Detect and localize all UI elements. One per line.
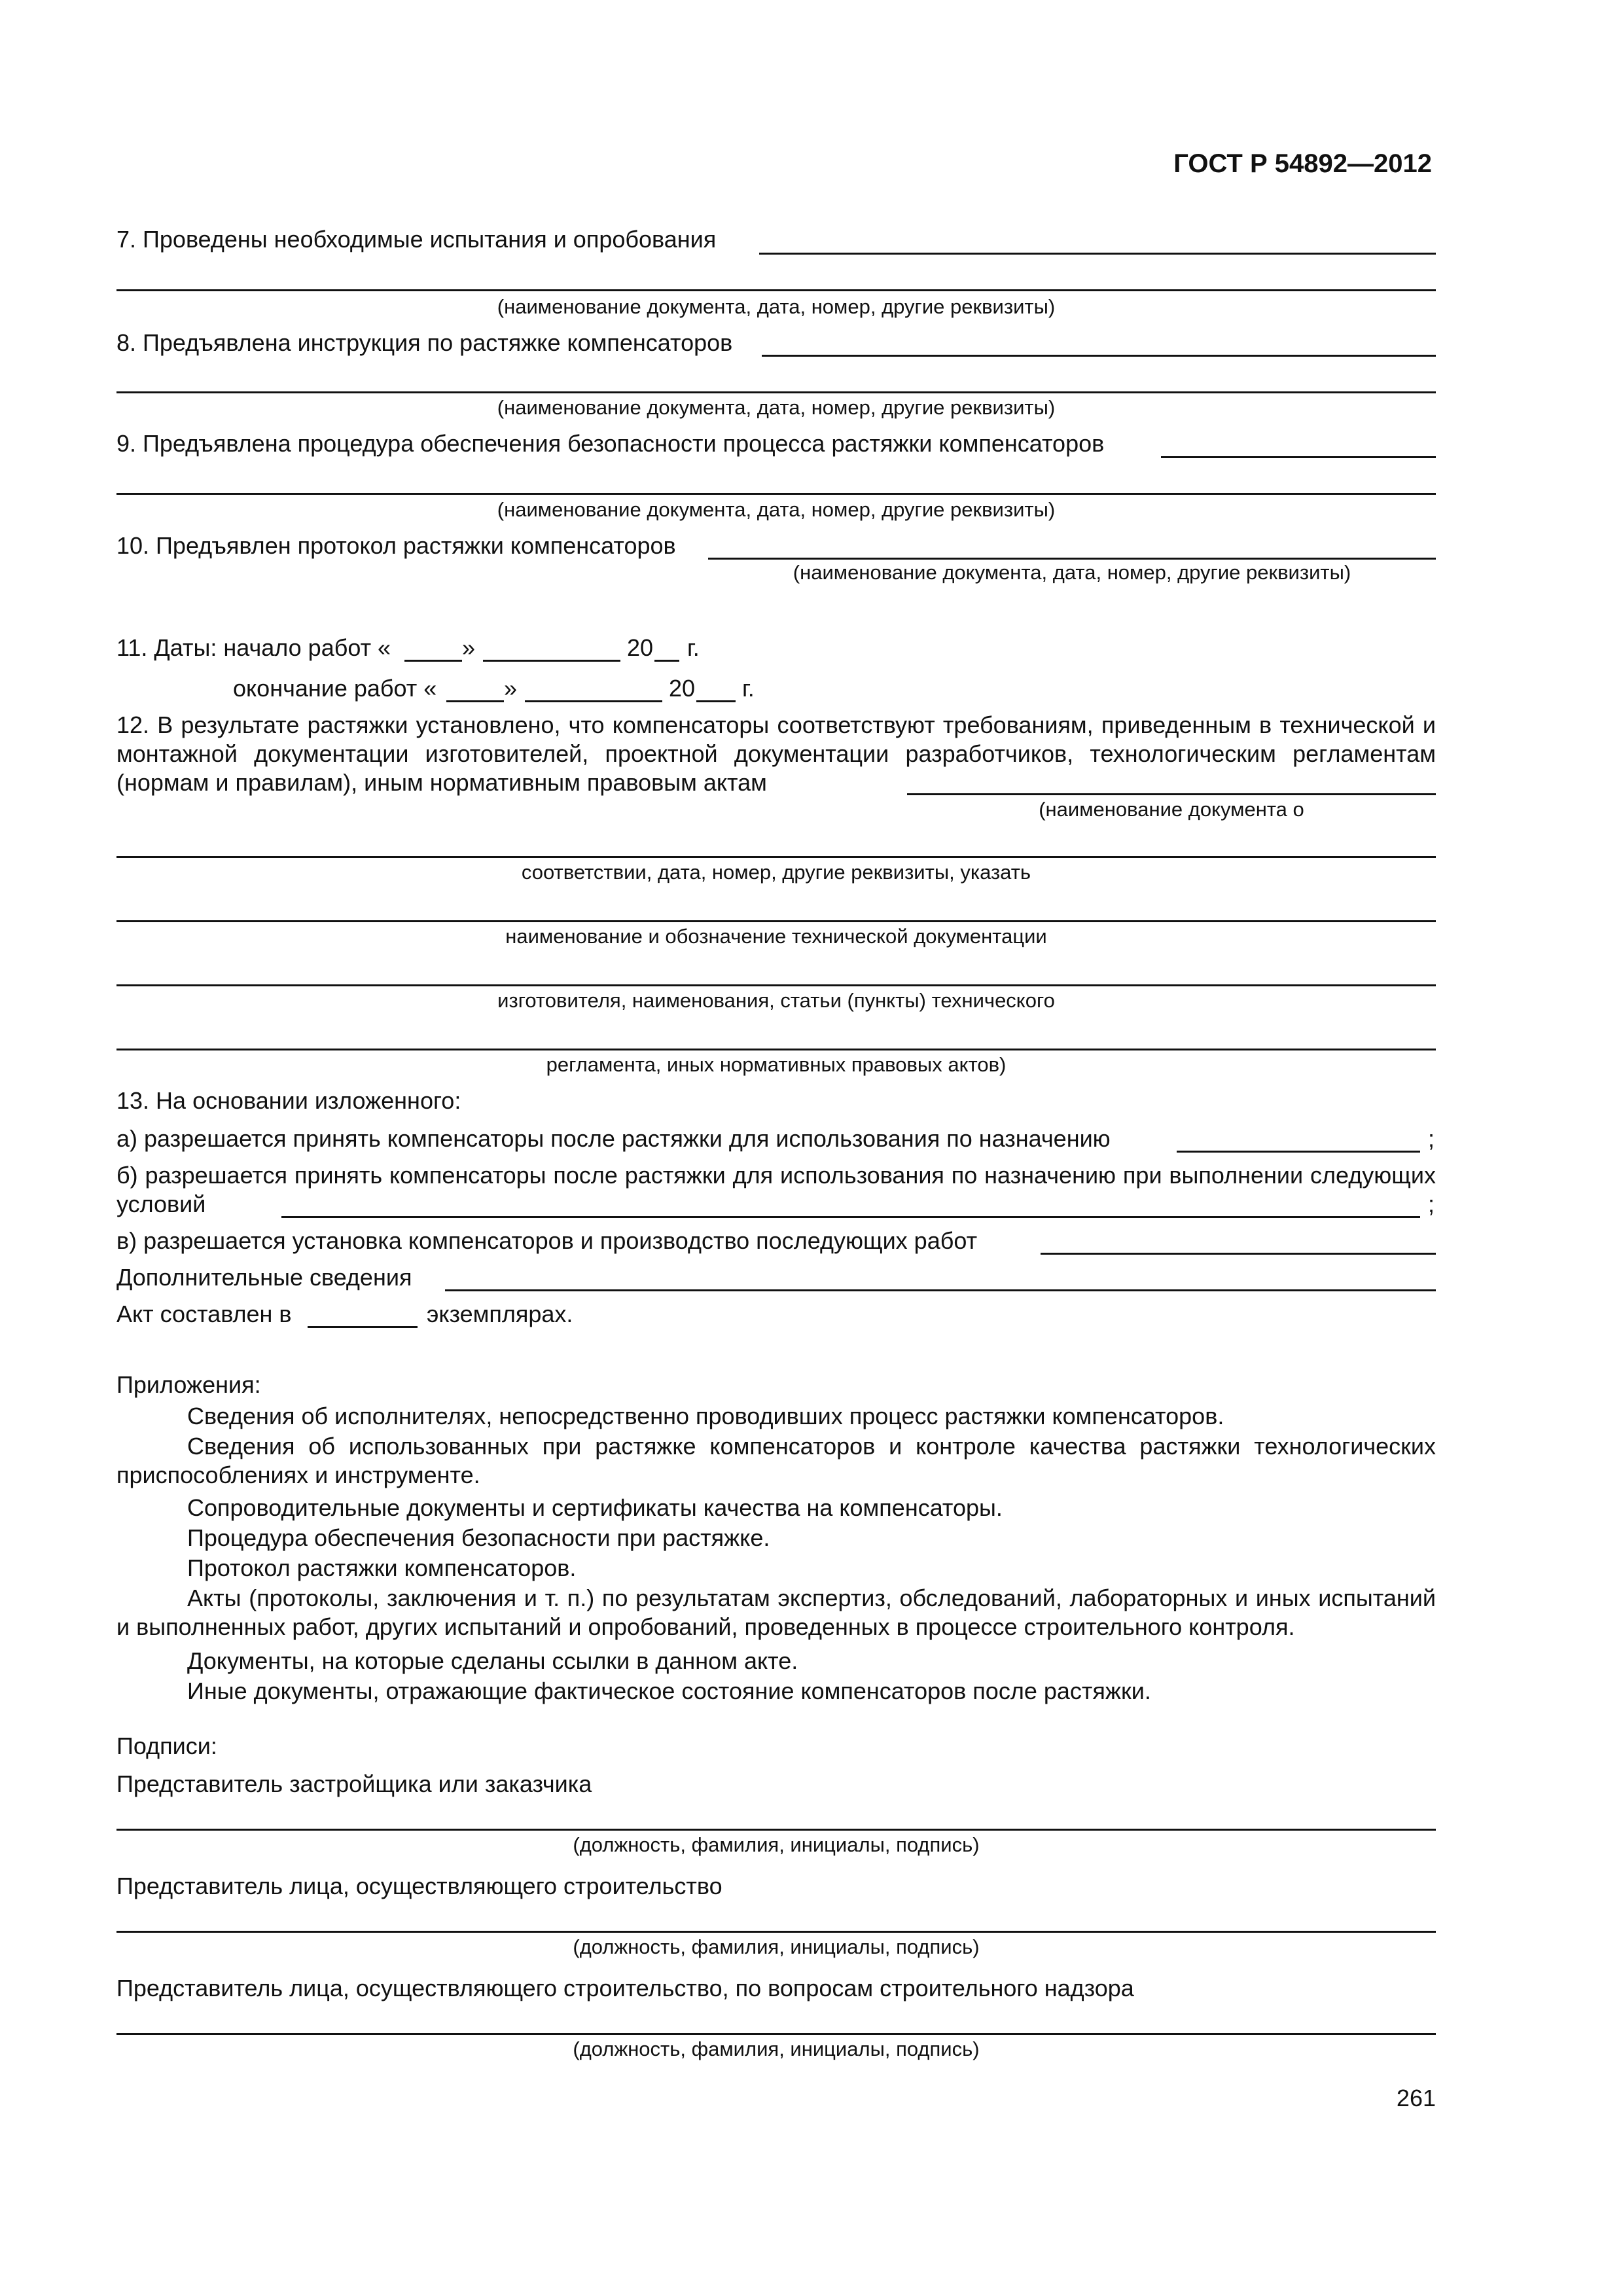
- attachment-item: Документы, на которые сделаны ссылки в данном акте.: [187, 1647, 798, 1674]
- start-day-field[interactable]: [404, 660, 462, 662]
- item-12-field-line[interactable]: [907, 793, 1436, 795]
- signatures-title: Подписи:: [116, 1732, 217, 1759]
- copies-prefix: Акт составлен в: [116, 1300, 292, 1327]
- attachment-item: Сведения об исполнителях, непосредственно проводивших процесс растяжки компенсаторов.: [187, 1403, 1224, 1429]
- item-12-caption-4: изготовителя, наименования, статьи (пункты) технического: [497, 989, 1055, 1012]
- item-12-line-2[interactable]: [116, 856, 1436, 858]
- attachments-title: Приложения:: [116, 1371, 261, 1398]
- item-8-caption: (наименование документа, дата, номер, другие реквизиты): [497, 396, 1056, 419]
- rep-builder-caption: (должность, фамилия, инициалы, подпись): [573, 1935, 980, 1958]
- item-8-field-line-2[interactable]: [116, 391, 1436, 393]
- rep-supervision-signature-line[interactable]: [116, 2033, 1436, 2035]
- end-year-prefix: 20: [669, 675, 696, 702]
- rep-builder-label: Представитель лица, осуществляющего строительство: [116, 1873, 722, 1899]
- start-date-label: 11. Даты: начало работ «: [116, 634, 391, 661]
- attachment-item: Акты (протоколы, заключения и т. п.) по результатам экспертиз, обследований, лабораторных и иных испытаний и выполненных работ, других испытаний и опробований, проведенных в процессе строительного контроля.: [116, 1585, 1436, 1640]
- end-quote-close: »: [504, 675, 518, 702]
- item-10-caption: (наименование документа, дата, номер, другие реквизиты): [793, 561, 1351, 584]
- rep-supervision-label: Представитель лица, осуществляющего строительство, по вопросам строительного надзора: [116, 1975, 1134, 2001]
- item-7-field-line[interactable]: [759, 253, 1436, 255]
- item-7-caption: (наименование документа, дата, номер, другие реквизиты): [497, 295, 1056, 318]
- extra-info-label: Дополнительные сведения: [116, 1264, 412, 1291]
- item-8-field-line[interactable]: [762, 355, 1436, 357]
- item-12-line-4[interactable]: [116, 984, 1436, 986]
- item-12-line-5[interactable]: [116, 1049, 1436, 1050]
- item-13-a: а) разрешается принять компенсаторы после растяжки для использования по назначению: [116, 1125, 1111, 1152]
- item-13-b: б) разрешается принять компенсаторы после растяжки для использования по назначению при выполнении следующих условий: [116, 1162, 1436, 1217]
- attachment-item: Сопроводительные документы и сертификаты качества на компенсаторы.: [187, 1494, 1003, 1521]
- start-quote-close: »: [462, 634, 476, 661]
- item-13-a-field[interactable]: [1177, 1151, 1420, 1153]
- rep-builder-signature-line[interactable]: [116, 1931, 1436, 1933]
- attachment-item: Иные документы, отражающие фактическое состояние компенсаторов после растяжки.: [187, 1677, 1151, 1704]
- page-number: 261: [1396, 2085, 1436, 2111]
- item-12-caption-3: наименование и обозначение технической документации: [505, 925, 1047, 948]
- item-10-label: 10. Предъявлен протокол растяжки компенсаторов: [116, 532, 676, 559]
- item-7-label: 7. Проведены необходимые испытания и опробования: [116, 226, 717, 253]
- item-7-field-line-2[interactable]: [116, 289, 1436, 291]
- item-8-label: 8. Предъявлена инструкция по растяжке компенсаторов: [116, 329, 733, 356]
- item-13-b-field[interactable]: [281, 1216, 1420, 1218]
- rep-customer-caption: (должность, фамилия, инициалы, подпись): [573, 1833, 980, 1856]
- start-month-field[interactable]: [483, 660, 620, 662]
- item-12-caption-2: соответствии, дата, номер, другие реквизиты, указать: [521, 861, 1031, 884]
- attachment-item: Сведения об использованных при растяжке компенсаторов и контроле качества растяжки технологических приспособлениях и инструменте.: [116, 1433, 1436, 1488]
- item-12-text: 12. В результате растяжки установлено, что компенсаторы соответствуют требованиям, приведенным в технической и монтажной документации изготовителей, проектной документации разработчиков, технологическим регламентам (нормам и правилам), иным нормативным правовым актам: [116, 711, 1436, 796]
- end-day-field[interactable]: [446, 700, 504, 702]
- rep-customer-signature-line[interactable]: [116, 1829, 1436, 1831]
- item-13-v: в) разрешается установка компенсаторов и производство последующих работ: [116, 1227, 978, 1254]
- attachment-item: Процедура обеспечения безопасности при растяжке.: [187, 1524, 770, 1551]
- end-year-suffix: г.: [742, 675, 755, 702]
- item-9-label: 9. Предъявлена процедура обеспечения безопасности процесса растяжки компенсаторов: [116, 430, 1105, 457]
- item-13-b-semicolon: ;: [1428, 1191, 1435, 1217]
- item-12-caption-5: регламента, иных нормативных правовых актов): [546, 1053, 1007, 1076]
- item-12-caption-1: (наименование документа о: [1039, 798, 1304, 821]
- copies-suffix: экземплярах.: [427, 1300, 573, 1327]
- extra-info-field[interactable]: [445, 1289, 1436, 1291]
- start-year-prefix: 20: [627, 634, 654, 661]
- copies-count-field[interactable]: [308, 1326, 418, 1328]
- end-date-label: окончание работ «: [233, 675, 437, 702]
- item-12-line-3[interactable]: [116, 920, 1436, 922]
- item-13-title: 13. На основании изложенного:: [116, 1087, 461, 1114]
- item-10-field-line[interactable]: [708, 558, 1436, 560]
- attachment-item: Протокол растяжки компенсаторов.: [187, 1554, 577, 1581]
- item-13-v-field[interactable]: [1041, 1253, 1436, 1255]
- start-year-suffix: г.: [687, 634, 700, 661]
- start-year-field[interactable]: [654, 660, 679, 662]
- item-9-caption: (наименование документа, дата, номер, другие реквизиты): [497, 498, 1056, 521]
- item-13-a-semicolon: ;: [1428, 1125, 1435, 1152]
- rep-supervision-caption: (должность, фамилия, инициалы, подпись): [573, 2037, 980, 2060]
- end-month-field[interactable]: [525, 700, 662, 702]
- end-year-field[interactable]: [696, 700, 736, 702]
- document-header: ГОСТ Р 54892—2012: [1173, 149, 1432, 178]
- item-9-field-line-2[interactable]: [116, 493, 1436, 495]
- item-9-field-line[interactable]: [1161, 456, 1436, 458]
- rep-customer-label: Представитель застройщика или заказчика: [116, 1770, 592, 1797]
